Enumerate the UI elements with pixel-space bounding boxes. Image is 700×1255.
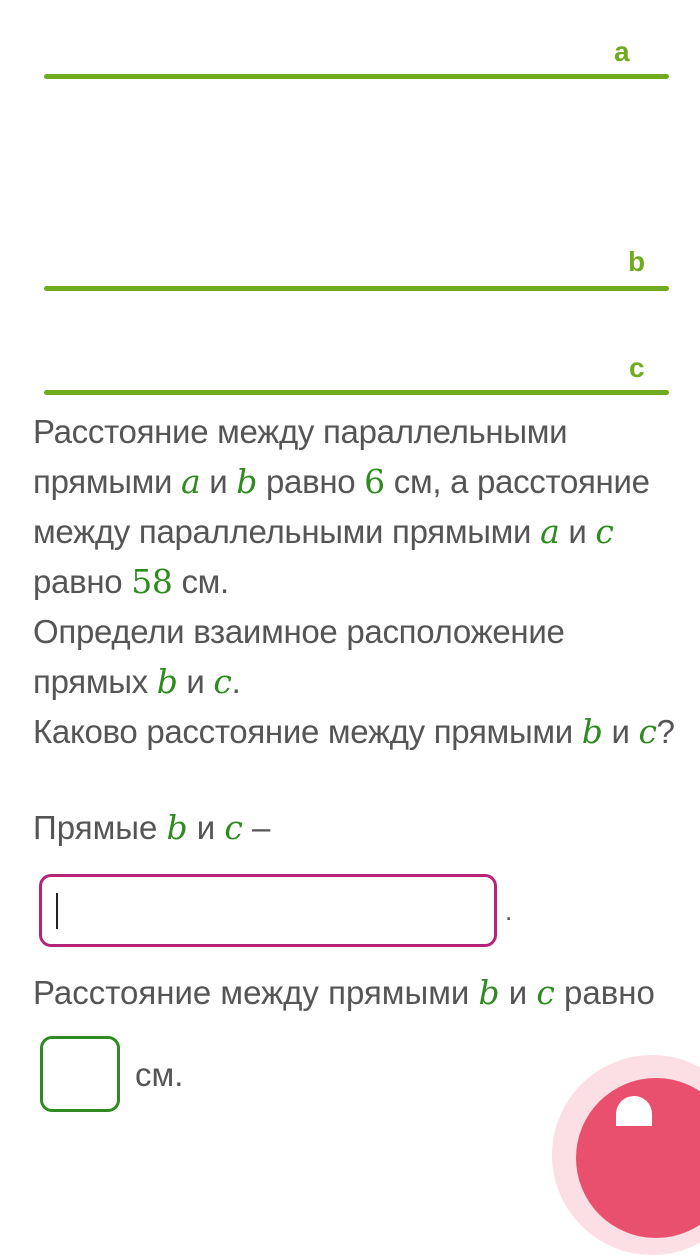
line-b-label: b bbox=[628, 246, 646, 277]
line-c bbox=[44, 390, 669, 395]
question-distance bbox=[33, 707, 683, 757]
var-b: b bbox=[166, 808, 188, 847]
problem-text: Каково расстояние между прямыми bbox=[33, 713, 582, 750]
line-a bbox=[44, 74, 669, 79]
problem-text: см, а расстояние между параллельными прямыми bbox=[33, 463, 650, 550]
problem-text: и bbox=[602, 713, 639, 750]
problem-text: Определи взаимное расположение прямых bbox=[33, 613, 565, 700]
var-b: b bbox=[236, 462, 258, 501]
line-c-label: c bbox=[629, 352, 645, 383]
problem-sentence bbox=[33, 407, 683, 607]
var-c: c bbox=[638, 712, 657, 751]
answer-text: Прямые bbox=[33, 809, 167, 846]
var-c: c bbox=[536, 973, 555, 1012]
answer-distance-label bbox=[33, 968, 655, 1018]
text-caret bbox=[56, 893, 58, 929]
distance-ac-value: 58 bbox=[131, 562, 173, 601]
parallel-lines-figure bbox=[0, 0, 700, 410]
answer-period: . bbox=[505, 896, 513, 926]
distance-ab-value: 6 bbox=[364, 462, 385, 501]
answer-text: – bbox=[242, 809, 271, 846]
bell-icon bbox=[616, 1096, 652, 1126]
problem-text: ? bbox=[656, 713, 675, 750]
question-position bbox=[33, 607, 683, 707]
var-b: b bbox=[478, 973, 500, 1012]
answer-text: и bbox=[499, 974, 537, 1011]
problem-text: см. bbox=[172, 563, 229, 600]
answer-text: Расстояние между прямыми bbox=[33, 974, 479, 1011]
line-b bbox=[44, 286, 669, 291]
problem-statement bbox=[33, 407, 683, 757]
distance-answer-input[interactable] bbox=[40, 1036, 120, 1112]
var-c: c bbox=[595, 512, 614, 551]
problem-text: и bbox=[200, 463, 237, 500]
answer-position-label bbox=[33, 803, 270, 853]
position-answer-input[interactable] bbox=[39, 874, 497, 947]
problem-text: равно bbox=[257, 463, 365, 500]
problem-text: . bbox=[231, 663, 241, 700]
var-b: b bbox=[581, 712, 603, 751]
answer-text: равно bbox=[554, 974, 655, 1011]
answer-text: и bbox=[187, 809, 225, 846]
unit-label: см. bbox=[135, 1056, 184, 1093]
var-b: b bbox=[156, 662, 178, 701]
line-a-label: a bbox=[614, 36, 630, 67]
problem-text: и bbox=[559, 513, 596, 550]
var-a: a bbox=[540, 512, 560, 551]
var-c: c bbox=[224, 808, 243, 847]
var-c: c bbox=[213, 662, 232, 701]
problem-text: равно bbox=[33, 563, 132, 600]
problem-text: Расстояние между параллельными прямыми bbox=[33, 413, 568, 500]
problem-text: и bbox=[177, 663, 214, 700]
var-a: a bbox=[181, 462, 201, 501]
